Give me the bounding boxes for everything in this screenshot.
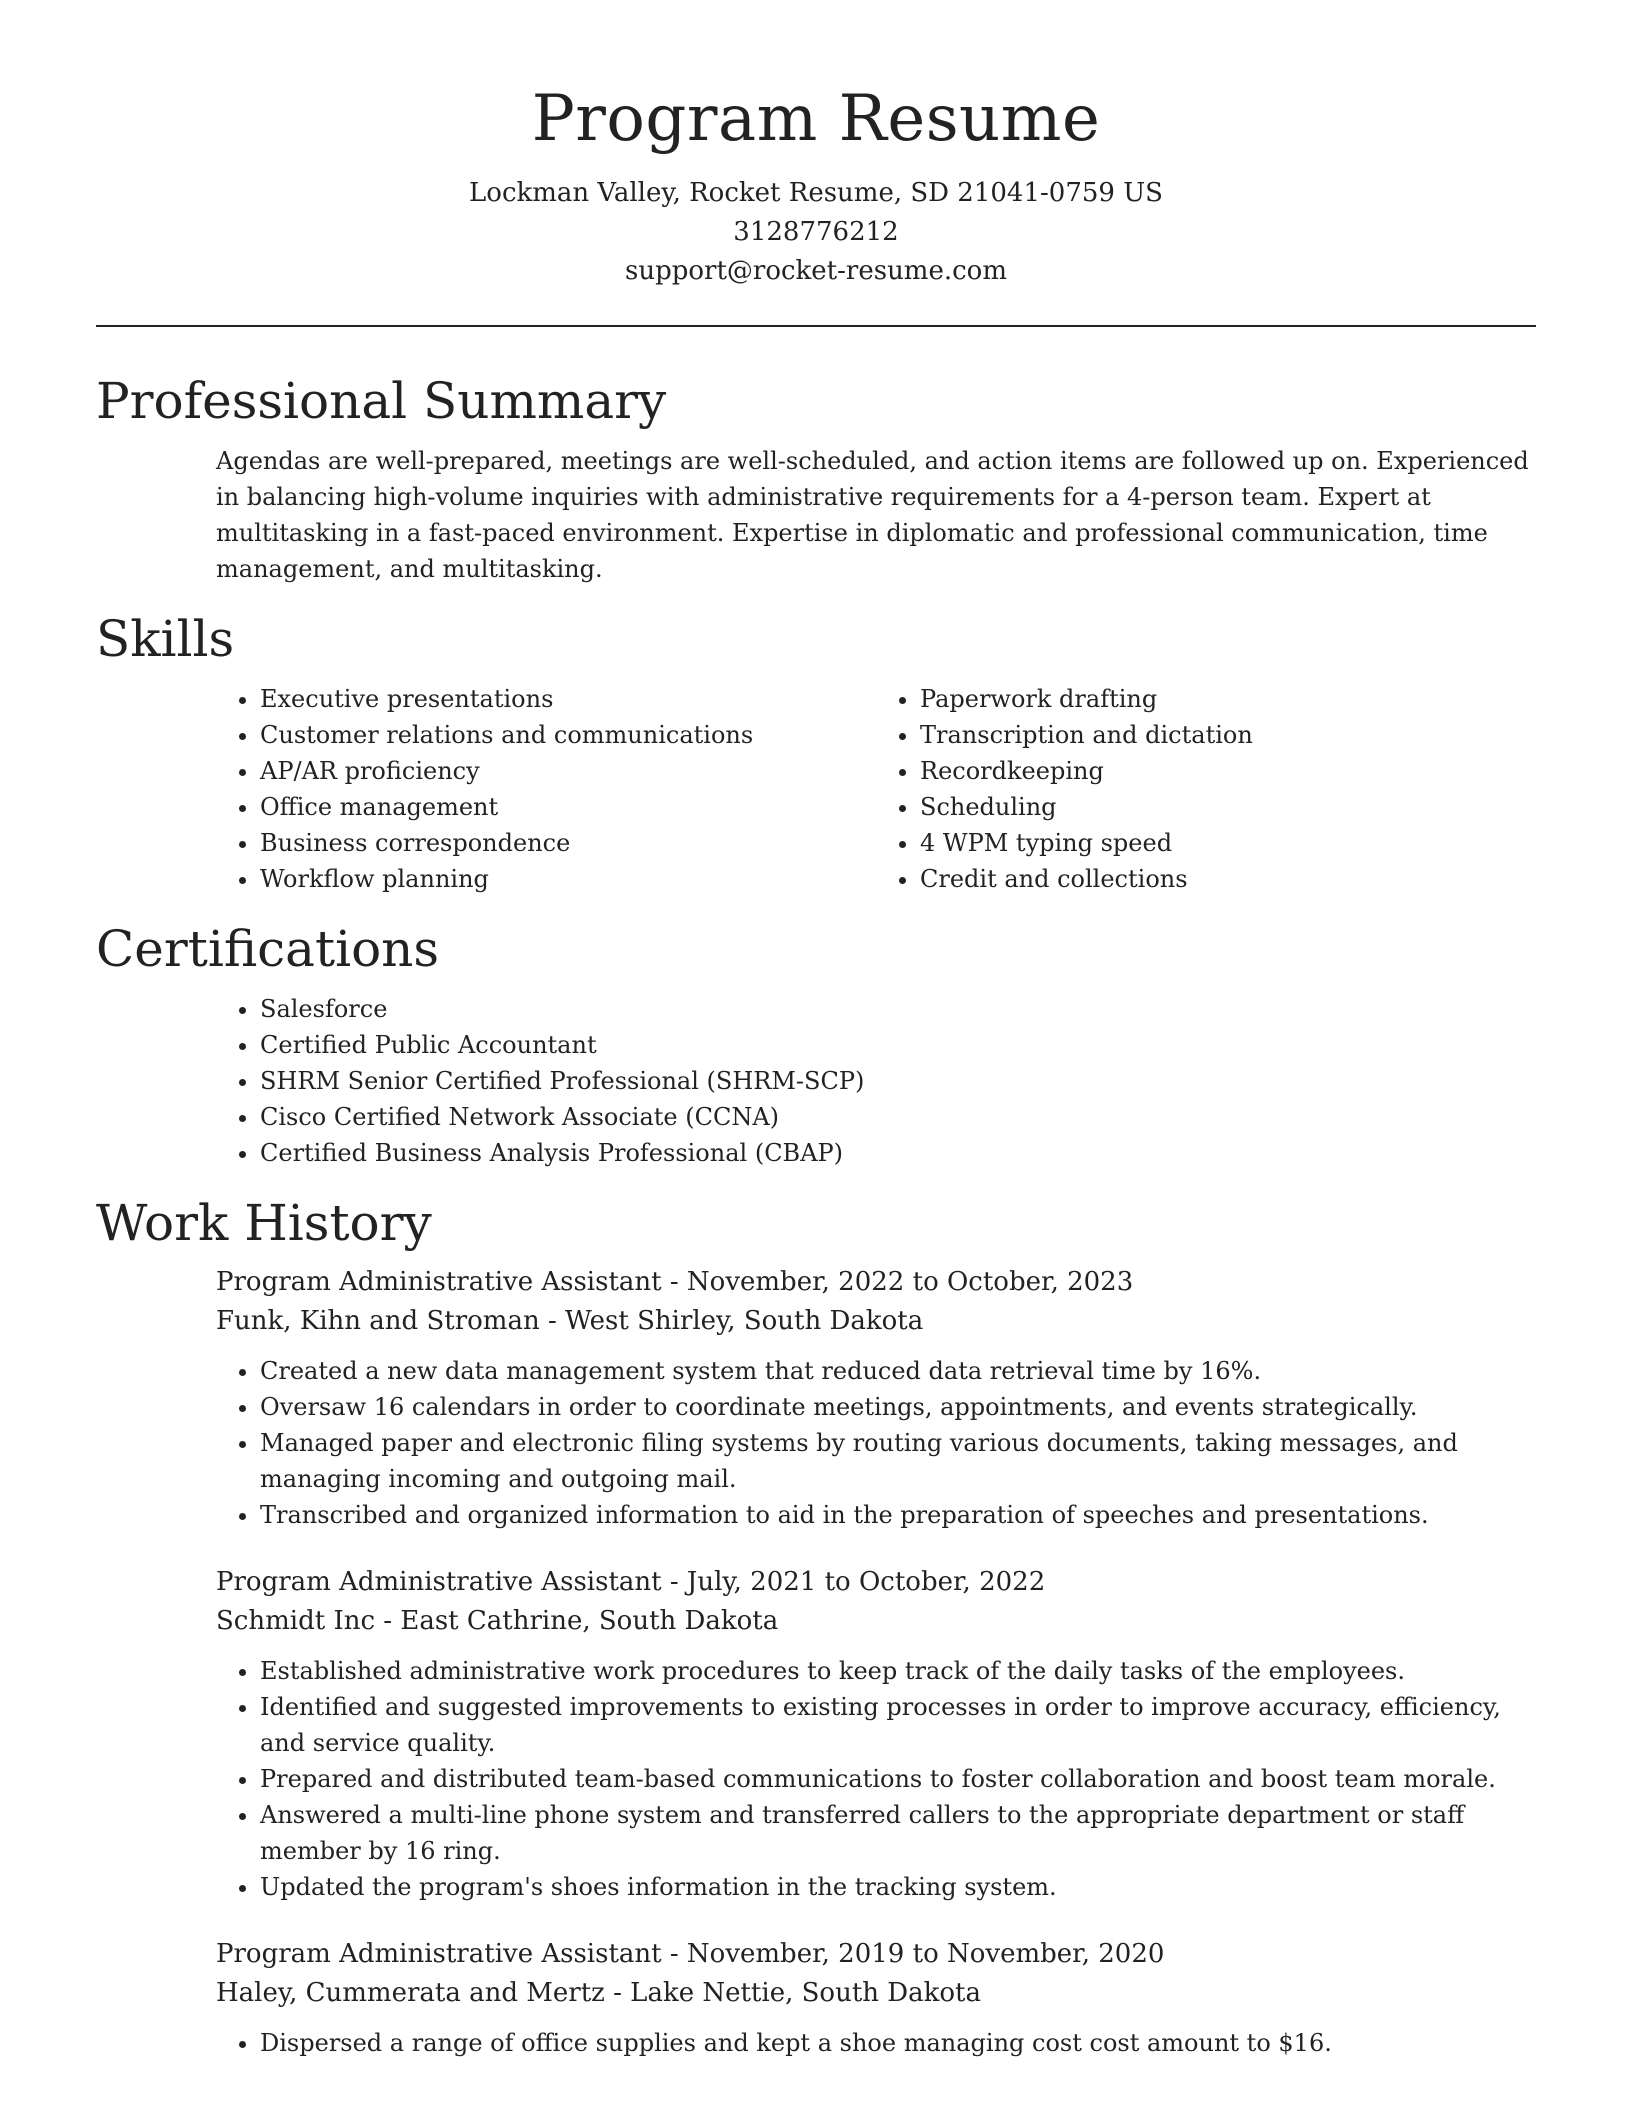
job-entry — [216, 1935, 1536, 2061]
certification-item: • Salesforce — [260, 991, 1536, 1027]
job-bullet: • Oversaw 16 calendars in order to coordinate meetings, appointments, and events strategically. — [260, 1389, 1536, 1425]
certifications-heading: Certifications — [96, 920, 440, 979]
skills-list-left — [216, 681, 876, 897]
job-company-line: Haley, Cummerata and Mertz - Lake Nettie, South Dakota — [216, 1978, 981, 2009]
job-bullet: • Established administrative work procedures to keep track of the daily tasks of the employees. — [260, 1653, 1536, 1689]
certification-item: • SHRM Senior Certified Professional (SHRM-SCP) — [260, 1063, 1536, 1099]
skill-item: • Paperwork drafting — [920, 681, 1536, 717]
job-bullet: • Transcribed and organized information to aid in the preparation of speeches and presentations. — [260, 1497, 1536, 1533]
job-entry — [216, 1563, 1536, 1905]
job-title-line: Program Administrative Assistant - November, 2019 to November, 2020 — [216, 1939, 1165, 1970]
certifications-section — [96, 919, 1536, 1171]
summary-content — [216, 443, 1536, 587]
job-bullet: • Identified and suggested improvements to existing processes in order to improve accuracy, efficiency, and service quality. — [260, 1689, 1536, 1761]
skills-grid — [216, 681, 1536, 897]
skill-item: • Recordkeeping — [920, 753, 1536, 789]
job-title-line: Program Administrative Assistant - November, 2022 to October, 2023 — [216, 1267, 1134, 1298]
job-bullets — [216, 2025, 1536, 2061]
skill-item: • Scheduling — [920, 789, 1536, 825]
summary-section — [96, 371, 1536, 587]
skill-item: • Workflow planning — [260, 861, 876, 897]
job-bullets — [216, 1653, 1536, 1905]
skill-item: • 4 WPM typing speed — [920, 825, 1536, 861]
work-heading: Work History — [96, 1194, 432, 1253]
job-company-line: Schmidt Inc - East Cathrine, South Dakota — [216, 1606, 779, 1637]
work-section — [96, 1193, 1536, 2061]
resume-header — [0, 0, 1632, 291]
skill-item: • Business correspondence — [260, 825, 876, 861]
contact-block — [0, 174, 1632, 291]
job-bullet: • Dispersed a range of office supplies and kept a shoe managing cost cost amount to $16. — [260, 2025, 1536, 2061]
skill-item: • Office management — [260, 789, 876, 825]
skill-item: • Customer relations and communications — [260, 717, 876, 753]
summary-heading: Professional Summary — [96, 372, 667, 431]
job-bullet: • Managed paper and electronic filing systems by routing various documents, taking messages, and managing incoming and outgoing mail. — [260, 1425, 1536, 1497]
job-bullets — [216, 1353, 1536, 1533]
skill-item: • Credit and collections — [920, 861, 1536, 897]
address-line: Lockman Valley, Rocket Resume, SD 21041-0759 US — [469, 178, 1163, 209]
skill-item: • Transcription and dictation — [920, 717, 1536, 753]
skill-item: • Executive presentations — [260, 681, 876, 717]
job-bullet: • Answered a multi-line phone system and transferred callers to the appropriate department or staff member by 16 ring. — [260, 1797, 1536, 1869]
certifications-content — [216, 991, 1536, 1171]
email-line: support@rocket-resume.com — [624, 256, 1007, 287]
work-content — [216, 1263, 1536, 2061]
job-company-line: Funk, Kihn and Stroman - West Shirley, South Dakota — [216, 1306, 924, 1337]
certification-item: • Cisco Certified Network Associate (CCNA) — [260, 1099, 1536, 1135]
skills-list-right — [876, 681, 1536, 897]
skills-section — [96, 609, 1536, 897]
header-divider — [96, 325, 1536, 327]
resume-title: Program Resume — [531, 82, 1101, 156]
job-bullet: • Created a new data management system that reduced data retrieval time by 16%. — [260, 1353, 1536, 1389]
job-bullet: • Updated the program's shoes information in the tracking system. — [260, 1869, 1536, 1905]
summary-text: Agendas are well-prepared, meetings are well-scheduled, and action items are followed up on. Experienced in balancing high-volume inquiries with administrative requirements for a 4-person team. Expert at multitasking in a fast-paced environment. Expertise in diplomatic and professional communication, time management, and multitasking. — [216, 447, 1529, 584]
skills-content — [216, 681, 1536, 897]
job-bullet: • Prepared and distributed team-based communications to foster collaboration and boost team morale. — [260, 1761, 1536, 1797]
certifications-list — [216, 991, 1536, 1171]
job-title-line: Program Administrative Assistant - July, 2021 to October, 2022 — [216, 1567, 1046, 1598]
certification-item: • Certified Business Analysis Professional (CBAP) — [260, 1135, 1536, 1171]
skill-item: • AP/AR proficiency — [260, 753, 876, 789]
skills-heading: Skills — [96, 610, 235, 669]
phone-line: 3128776212 — [733, 217, 899, 248]
job-entry — [216, 1263, 1536, 1533]
certification-item: • Certified Public Accountant — [260, 1027, 1536, 1063]
